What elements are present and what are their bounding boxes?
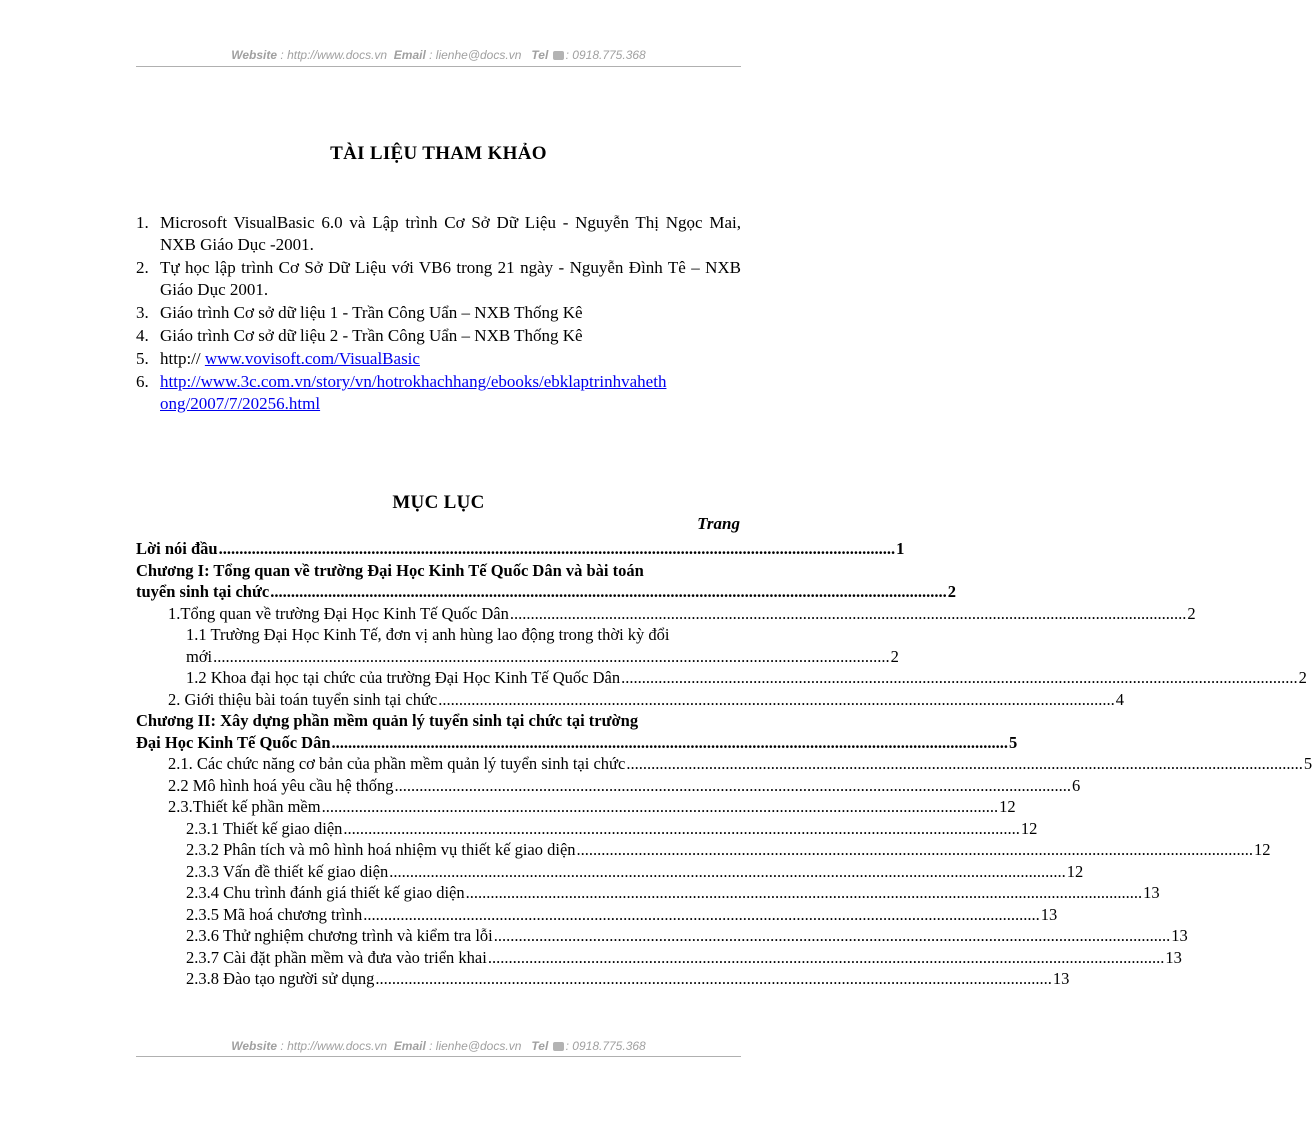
toc-entry-page: 1	[896, 539, 905, 558]
toc-entry-page: 12	[999, 797, 1016, 816]
toc-entry-sec-2-3-3[interactable]	[136, 861, 1084, 883]
toc-entry-page: 4	[1115, 689, 1124, 709]
toc-entry-page: 13	[1171, 926, 1188, 945]
toc-entry-sec-2-3[interactable]	[136, 796, 1016, 818]
header-email-value: : lienhe@docs.vn	[425, 48, 522, 62]
references-list	[136, 212, 741, 416]
reference-item	[136, 371, 741, 415]
toc-entry-sec-2-3-5[interactable]	[136, 904, 1058, 926]
toc-entry-line1: Chương II: Xây dựng phần mềm quản lý tuyển sinh tại chức tại trường	[136, 711, 639, 730]
toc-leader-dots: ....................................................................................................................................................................	[270, 582, 947, 601]
reference-text: Giáo trình Cơ sở dữ liệu 2 - Trần Công Uẩn – NXB Thống Kê	[160, 326, 583, 345]
toc-entry-sec-2-3-8[interactable]	[136, 968, 1070, 990]
toc-entry-text: 2.3.3 Vấn đề thiết kế giao diện	[186, 861, 389, 881]
toc-entry-text: 2.3.2 Phân tích và mô hình hoá nhiệm vụ thiết kế giao diện	[186, 840, 576, 859]
toc-leader-dots: ....................................................................................................................................................................	[493, 926, 1171, 945]
toc-leader-dots: ....................................................................................................................................................................	[343, 818, 1020, 838]
toc-page-heading: Trang	[697, 514, 740, 533]
footer-website-value: : http://www.docs.vn	[277, 1039, 388, 1053]
reference-text: Giáo trình Cơ sở dữ liệu 1 - Trần Công Uẩn – NXB Thống Kê	[160, 303, 583, 322]
toc-entry-text: 2.3.4 Chu trình đánh giá thiết kế giao diện	[186, 883, 465, 902]
toc-leader-dots: ....................................................................................................................................................................	[389, 861, 1066, 881]
toc-entry-sec-2-1[interactable]	[136, 753, 1312, 775]
toc-leader-dots: ....................................................................................................................................................................	[363, 904, 1040, 924]
toc-entry-text: Đại Học Kinh Tế Quốc Dân	[136, 732, 331, 752]
reference-link-vovisoft[interactable]: www.vovisoft.com/VisualBasic	[204, 349, 420, 368]
toc-entry-text: 2.3.6 Thử nghiệm chương trình và kiểm tra lỗi	[186, 926, 493, 945]
toc-entry-text: mới	[186, 646, 213, 666]
reference-link-3c-line1: http://www.3c.com.vn/story/vn/hotrokhachhang/ebooks/ebklaptrinhvaheth	[160, 372, 667, 391]
header-website-label: Website	[231, 48, 278, 62]
reference-text: Tự học lập trình Cơ Sở Dữ Liệu với VB6 trong 21 ngày - Nguyễn Đình Tê – NXB Giáo Dục 2001.	[160, 258, 741, 299]
toc-entry-sec-1-1[interactable]	[136, 624, 899, 667]
toc-entry-sec-1[interactable]	[136, 603, 1196, 625]
toc-entry-page: 2	[890, 646, 899, 666]
toc-entry-text: 2.3.8 Đào tạo người sử dụng	[186, 969, 375, 988]
phone-icon	[553, 51, 564, 60]
toc-entry-chuong-2[interactable]	[136, 710, 1018, 753]
toc-entry-sec-2[interactable]	[136, 689, 1124, 711]
reference-number: 4.	[136, 326, 149, 345]
toc-entry-sec-2-3-4[interactable]	[136, 882, 1160, 904]
toc-leader-dots: ....................................................................................................................................................................	[576, 840, 1254, 859]
footer-email-label: Email	[393, 1039, 426, 1053]
toc-entry-page: 12	[1254, 840, 1271, 859]
toc-entry-text: 2.3.1 Thiết kế giao diện	[186, 818, 343, 838]
toc-entry-page: 2	[1298, 668, 1307, 687]
toc-entry-sec-1-2[interactable]	[136, 667, 1307, 689]
toc-leader-dots: ....................................................................................................................................................................	[213, 646, 890, 666]
footer-website-label: Website	[231, 1039, 278, 1053]
toc-entry-text: 1.Tổng quan về trường Đại Học Kinh Tế Quốc Dân	[168, 603, 509, 623]
reference-text: Microsoft VisualBasic 6.0 và Lập trình Cơ Sở Dữ Liệu - Nguyễn Thị Ngọc Mai, NXB Giáo Dục -2001.	[160, 213, 741, 254]
reference-item	[136, 348, 741, 370]
reference-number: 5.	[136, 349, 149, 368]
toc-entry-text: 2.3.7 Cài đặt phần mềm và đưa vào triển khai	[186, 947, 487, 967]
toc-entry-loi-noi-dau[interactable]	[136, 538, 905, 560]
toc-entry-page: 13	[1143, 883, 1160, 902]
toc-entry-sec-2-2[interactable]	[136, 775, 1081, 797]
toc-entry-page: 2	[1187, 603, 1196, 623]
toc-entry-page: 12	[1020, 818, 1038, 838]
header-tel-value: : 0918.775.368	[565, 48, 646, 62]
toc-entry-page: 12	[1066, 861, 1084, 881]
toc-entry-page: 13	[1052, 969, 1070, 988]
toc-entry-page: 5	[1009, 732, 1018, 752]
toc-entry-line1: Chương I: Tổng quan về trường Đại Học Kinh Tế Quốc Dân và bài toán	[136, 560, 644, 580]
toc-title: MỤC LỤC	[392, 492, 485, 513]
toc-entry-text: 2.1. Các chức năng cơ bản của phần mềm quản lý tuyển sinh tại chức	[168, 754, 626, 773]
footer-tel-value: : 0918.775.368	[565, 1039, 646, 1053]
toc-leader-dots: ....................................................................................................................................................................	[509, 603, 1187, 623]
toc-leader-dots: ....................................................................................................................................................................	[321, 797, 999, 816]
toc-entry-page: 13	[1040, 904, 1058, 924]
toc-entry-page: 5	[1303, 754, 1312, 773]
footer-email-value: : lienhe@docs.vn	[425, 1039, 522, 1053]
reference-item	[136, 325, 741, 347]
toc-entry-text: 1.2 Khoa đại học tại chức của trường Đại Học Kinh Tế Quốc Dân	[186, 668, 621, 687]
page-header	[136, 48, 741, 62]
toc-entry-text: 2. Giới thiệu bài toán tuyển sinh tại chức	[168, 689, 438, 709]
toc-entry-line1: 1.1 Trường Đại Học Kinh Tế, đơn vị anh hùng lao động trong thời kỳ đổi	[186, 625, 670, 644]
toc-leader-dots: ....................................................................................................................................................................	[438, 689, 1115, 709]
reference-item	[136, 212, 741, 256]
footer-divider	[136, 1056, 741, 1057]
header-divider	[136, 66, 741, 67]
toc-leader-dots: ....................................................................................................................................................................	[218, 539, 896, 558]
header-website-value: : http://www.docs.vn	[277, 48, 388, 62]
reference-number: 2.	[136, 258, 149, 277]
toc-entry-text: Lời nói đầu	[136, 539, 218, 558]
toc-entry-text: tuyển sinh tại chức	[136, 582, 270, 601]
toc-leader-dots: ....................................................................................................................................................................	[626, 754, 1303, 773]
table-of-contents	[136, 538, 1312, 990]
toc-leader-dots: ....................................................................................................................................................................	[487, 947, 1165, 967]
reference-number: 3.	[136, 303, 149, 322]
toc-entry-text: 2.3.5 Mã hoá chương trình	[186, 904, 363, 924]
reference-url-prefix: http://	[160, 349, 205, 368]
toc-leader-dots: ....................................................................................................................................................................	[621, 668, 1298, 687]
header-email-label: Email	[393, 48, 426, 62]
reference-item	[136, 302, 741, 324]
toc-entry-sec-2-3-1[interactable]	[136, 818, 1038, 840]
toc-entry-chuong-1[interactable]	[136, 560, 956, 603]
reference-number: 6.	[136, 372, 149, 391]
references-title: TÀI LIỆU THAM KHẢO	[330, 143, 547, 164]
toc-entry-sec-2-3-6[interactable]	[136, 925, 1188, 947]
toc-leader-dots: ....................................................................................................................................................................	[394, 775, 1071, 795]
toc-leader-dots: ....................................................................................................................................................................	[375, 969, 1052, 988]
toc-entry-page: 13	[1165, 947, 1182, 967]
toc-leader-dots: ....................................................................................................................................................................	[331, 732, 1009, 752]
page-footer	[136, 1039, 741, 1053]
reference-link-3c-line2: ong/2007/7/20256.html	[160, 394, 321, 413]
toc-entry-sec-2-3-7[interactable]	[136, 947, 1182, 969]
reference-number: 1.	[136, 213, 149, 232]
toc-entry-sec-2-3-2[interactable]	[136, 839, 1271, 861]
phone-icon	[553, 1042, 564, 1051]
reference-link-3c[interactable]	[160, 372, 666, 413]
toc-entry-text: 2.2 Mô hình hoá yêu cầu hệ thống	[168, 775, 394, 795]
footer-tel-label: Tel	[531, 1039, 549, 1053]
header-tel-label: Tel	[531, 48, 549, 62]
toc-leader-dots: ....................................................................................................................................................................	[465, 883, 1143, 902]
toc-entry-page: 2	[947, 582, 956, 601]
reference-item	[136, 257, 741, 301]
toc-entry-text: 2.3.Thiết kế phần mềm	[168, 797, 321, 816]
toc-entry-page: 6	[1071, 775, 1081, 795]
